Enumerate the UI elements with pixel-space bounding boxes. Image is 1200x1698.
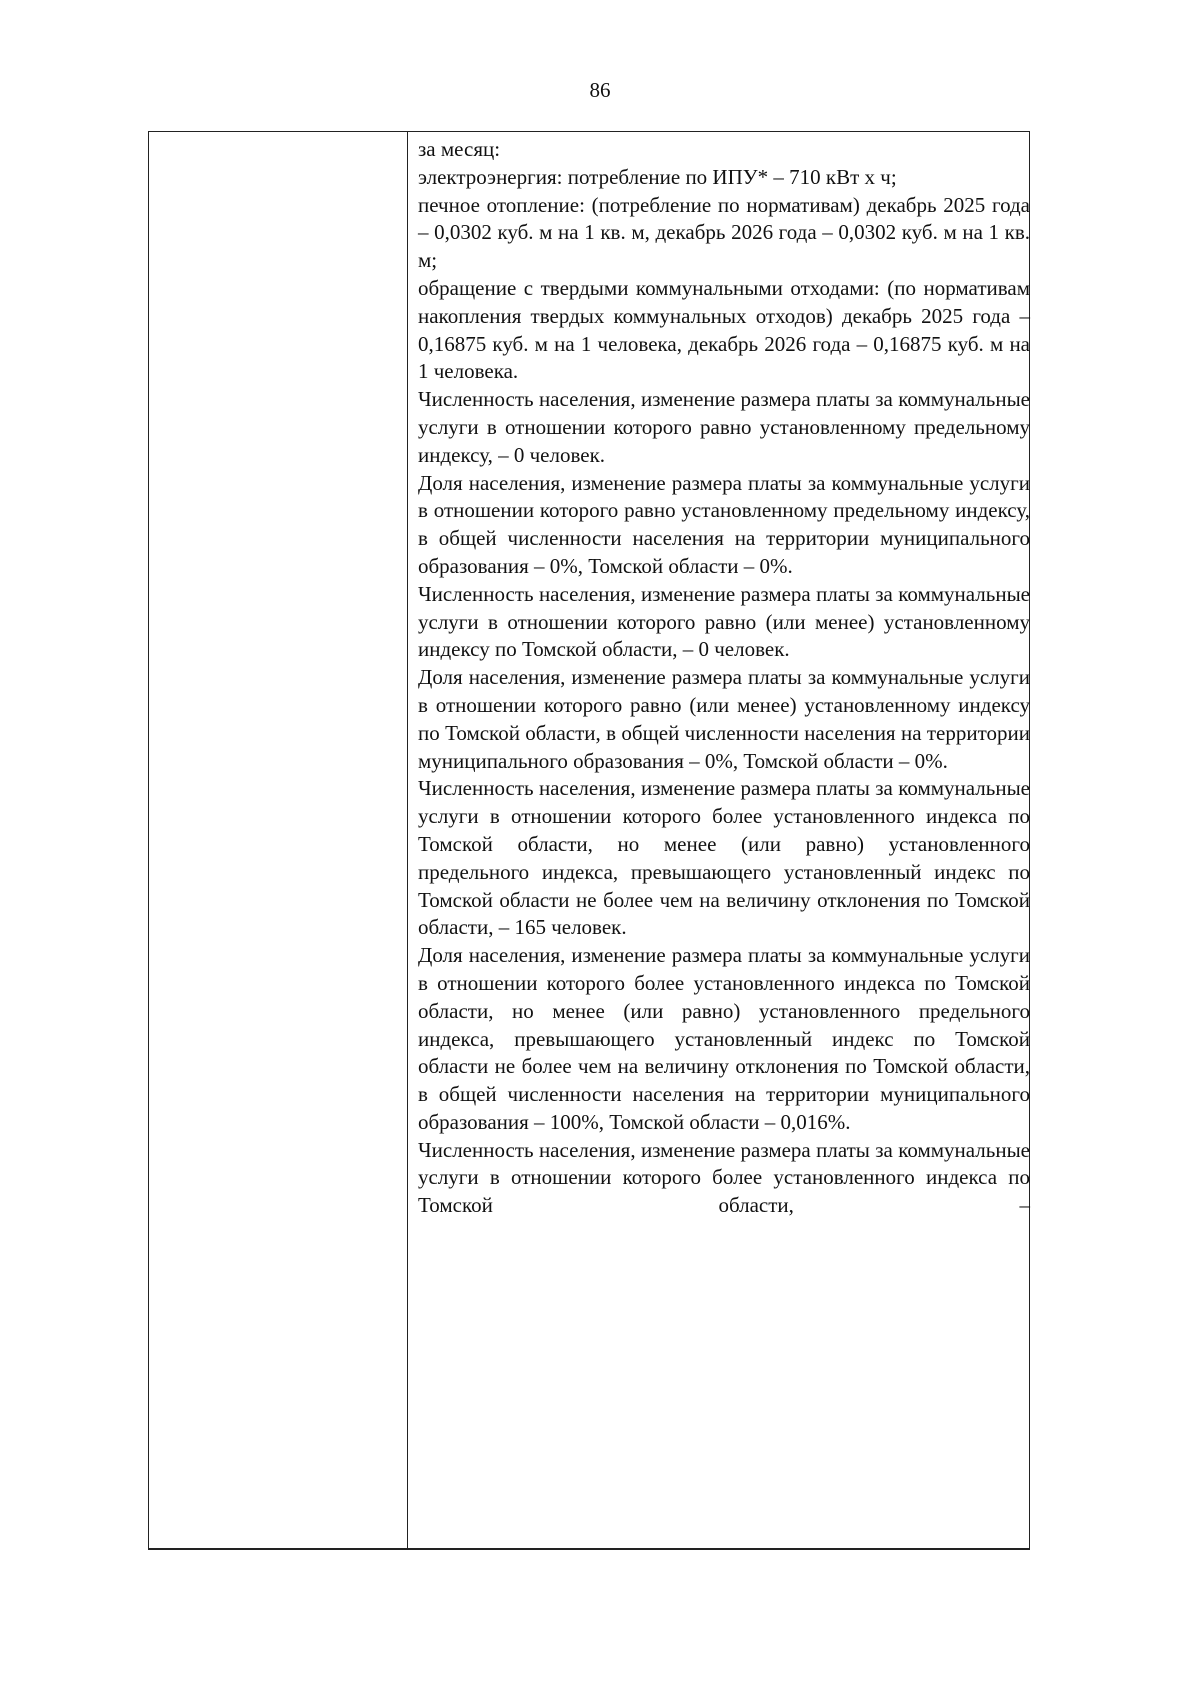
table-left-cell (149, 132, 408, 1548)
paragraph-month: за месяц: (418, 137, 501, 161)
paragraph-share-above-index: Доля населения, изменение размера платы за коммунальные услуги в отношении которого более установленного индекса по Томской области, но менее (или равно) установленного предельного индекса, превышающего установленный индекс по Томской области не более чем на величину отклонения по Томской области, в общей численности населения на территории муниципального образования – 100%, Томской области – 0,016%. (418, 943, 1030, 1134)
page-number: 86 (589, 78, 611, 102)
paragraph-population-above-index-continued: Численность населения, изменение размера платы за коммунальные услуги в отношении которого более установленного индекса по Томской области, – (418, 1137, 1030, 1218)
paragraph-population-equal-limit: Численность населения, изменение размера платы за коммунальные услуги в отношении которого равно установленному предельному индексу, – 0 человек. (418, 387, 1030, 467)
paragraph-heating: печное отопление: (потребление по нормативам) декабрь 2025 года – 0,0302 куб. м на 1 кв. м, декабрь 2026 года – 0,0302 куб. м на 1 кв. м; (418, 192, 1030, 273)
paragraph-waste: обращение с твердыми коммунальными отходами: (по нормативам накопления твердых коммунальных отходов) декабрь 2025 года – 0,16875 куб. м на 1 человека, декабрь 2026 года – 0,16875 куб. м на 1 человека. (418, 275, 1030, 384)
paragraph-share-equal-index: Доля населения, изменение размера платы за коммунальные услуги в отношении которого равно (или менее) установленному индексу по Томской области, в общей численности населения на территории муниципального образования – 0%, Томской области – 0%. (418, 665, 1030, 773)
paragraph-electricity: электроэнергия: потребление по ИПУ* – 710 кВт х ч; (418, 164, 897, 189)
paragraph-population-equal-index: Численность населения, изменение размера платы за коммунальные услуги в отношении которого равно (или менее) установленному индексу по Томской области, – 0 человек. (418, 581, 1030, 662)
table-right-cell (408, 136, 1030, 1220)
document-table (148, 131, 1030, 1550)
paragraph-share-equal-limit: Доля населения, изменение размера платы за коммунальные услуги в отношении которого равно установленному предельному индексу, в общей численности населения на территории муниципального образования – 0%, Томской области – 0%. (418, 470, 1030, 578)
paragraph-population-above-index: Численность населения, изменение размера платы за коммунальные услуги в отношении которого более установленного индекса по Томской области, но менее (или равно) установленного предельного индекса, превышающего установленный индекс по Томской области не более чем на величину отклонения по Томской области, – 165 человек. (418, 776, 1030, 940)
